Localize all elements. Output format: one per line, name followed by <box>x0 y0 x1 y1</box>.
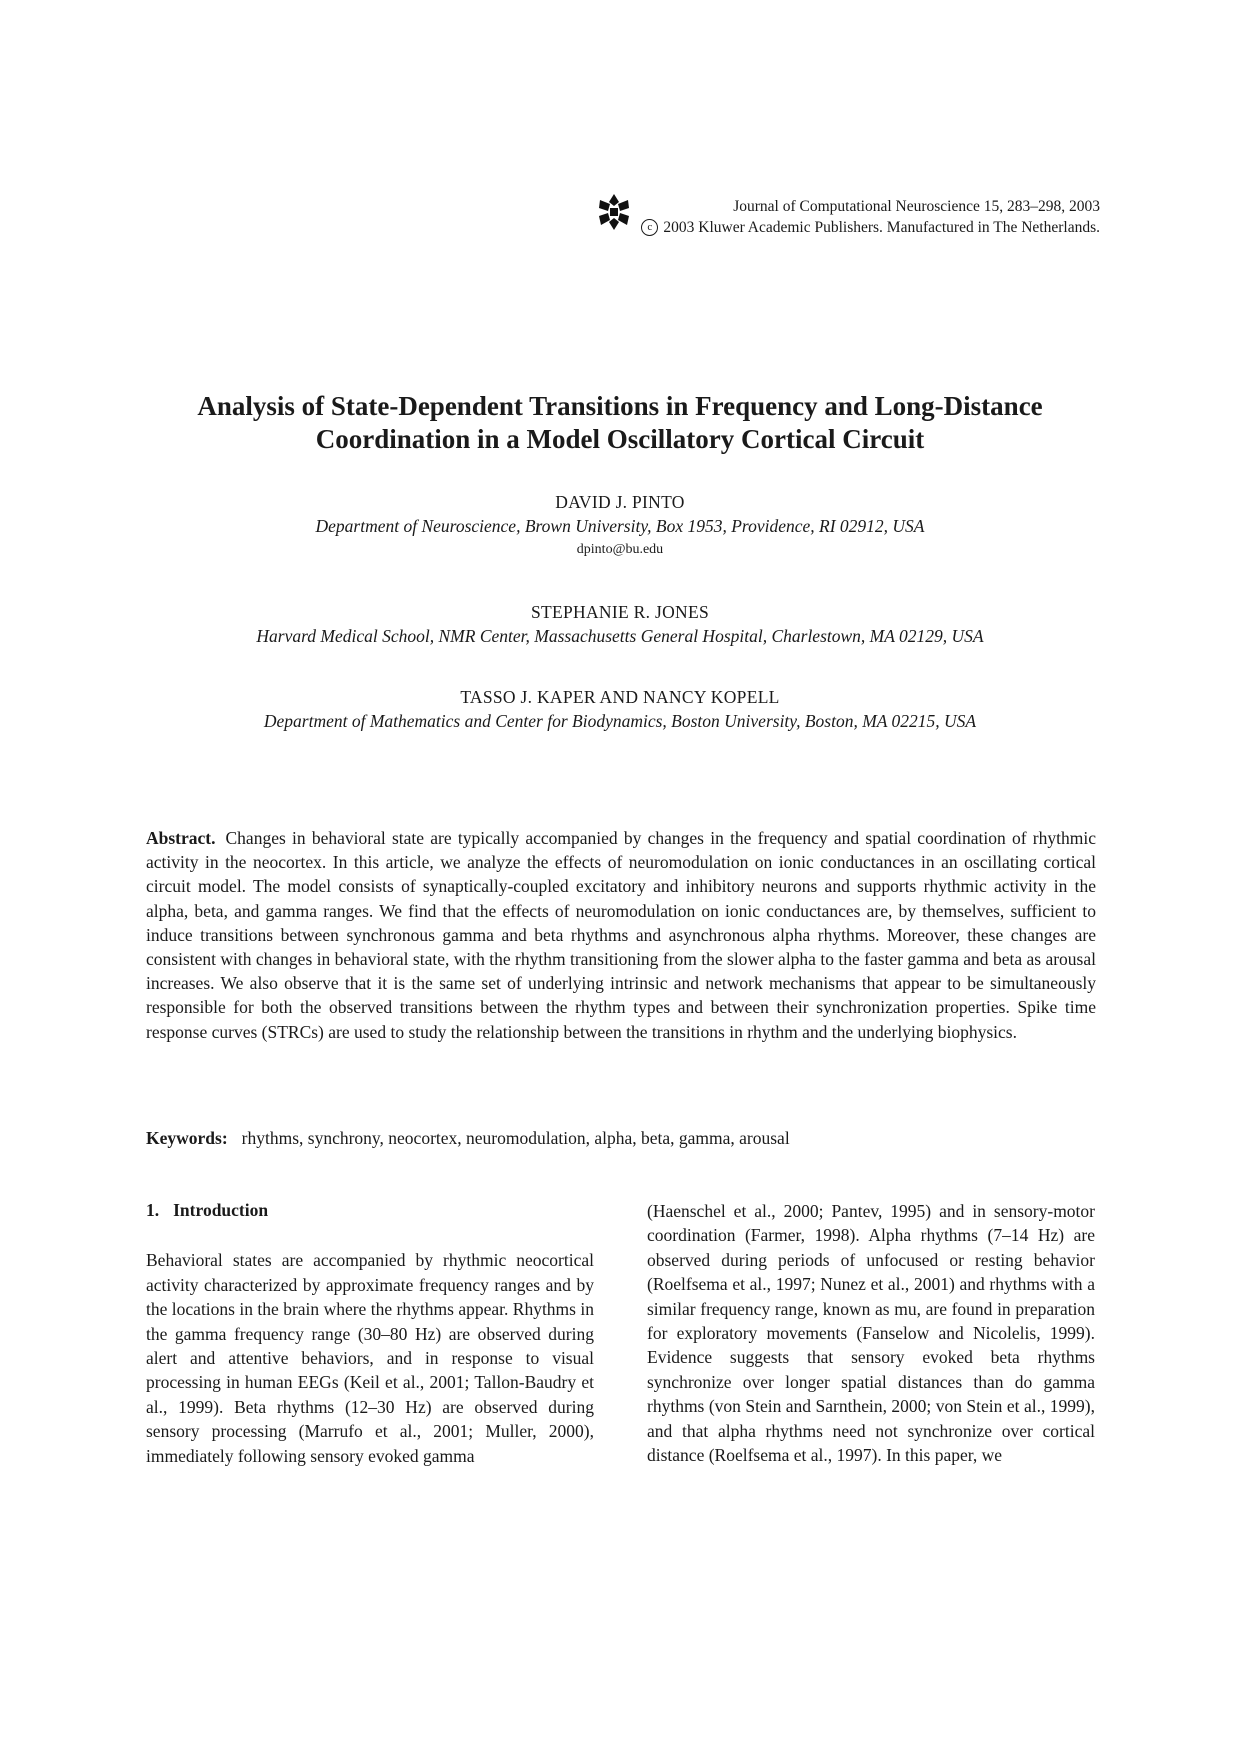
title-line-1: Analysis of State-Dependent Transitions in Frequency and Long-Distance <box>197 391 1043 421</box>
author-affiliation: Department of Neuroscience, Brown University, Box 1953, Providence, RI 02912, USA <box>315 516 925 536</box>
author-affiliation: Harvard Medical School, NMR Center, Massachusetts General Hospital, Charlestown, MA 02129, USA <box>256 626 984 646</box>
abstract <box>146 826 1096 1044</box>
author-name: TASSO J. KAPER AND NANCY KOPELL <box>460 687 780 707</box>
section-heading <box>146 1198 594 1222</box>
copyright-line <box>641 217 1100 238</box>
abstract-text: Changes in behavioral state are typically accompanied by changes in the frequency and spatial coordination of rhythmic activity in the neocortex. In this article, we analyze the effects of neuromodulation on ionic conductances in an oscillating cortical circuit model. The model consists of synaptically-coupled excitatory and inhibitory neurons and supports rhythmic activity in the alpha, beta, and gamma ranges. We find that the effects of neuromodulation on ionic conductances are, by themselves, sufficient to induce transitions between synchronous gamma and beta rhythms and asynchronous alpha rhythms. Moreover, these changes are consistent with changes in behavioral state, with the rhythm transitioning from the slower alpha to the faster gamma and beta as arousal increases. We also observe that it is the same set of underlying intrinsic and network mechanisms that appear to be simultaneously responsible for both the observed transitions between the rhythm types and between their synchronization properties. Spike time response curves (STRCs) are used to study the relationship between the transitions in rhythm and the underlying biophysics. <box>146 828 1096 1042</box>
body-paragraph: Behavioral states are accompanied by rhythmic neocortical activity characterized by approximate frequency ranges and by the locations in the brain where the rhythms appear. Rhythms in the gamma frequency range (30–80 Hz) are observed during alert and attentive behaviors, and in response to visual processing in human EEGs (Keil et al., 2001; Tallon-Baudry et al., 1999). Beta rhythms (12–30 Hz) are observed during sensory processing (Marrufo et al., 2001; Muller, 2000), immediately following sensory evoked gamma <box>146 1250 594 1466</box>
author-email[interactable]: dpinto@bu.edu <box>576 542 664 557</box>
publisher-notice: 2003 Kluwer Academic Publishers. Manufactured in The Netherlands. <box>663 219 1100 236</box>
journal-header <box>597 196 1100 238</box>
abstract-label: Abstract. <box>146 828 216 848</box>
paper-title <box>140 390 1100 456</box>
keywords-label: Keywords: <box>146 1128 228 1148</box>
section-title: Introduction <box>173 1200 269 1220</box>
body-column-left <box>146 1198 594 1468</box>
body-paragraph: (Haenschel et al., 2000; Pantev, 1995) and in sensory-motor coordination (Farmer, 1998). Alpha rhythms (7–14 Hz) are observed during periods of unfocused or resting behavior (Roelfsema et al., 1997; Nunez et al., 2001) and rhythms with a similar frequency range, known as mu, are found in preparation for exploratory movements (Fanselow and Nicolelis, 1999). Evidence suggests that sensory evoked beta rhythms synchronize over longer spatial distances than do gamma rhythms (von Stein and Sarnthein, 2000; von Stein et al., 1999), and that alpha rhythms need not synchronize over cortical distance (Roelfsema et al., 1997). In this paper, we <box>647 1201 1095 1466</box>
author-block-1 <box>140 490 1100 561</box>
body-column-right <box>647 1199 1095 1467</box>
keywords <box>146 1126 1096 1150</box>
section-number: 1. <box>146 1200 160 1220</box>
author-block-2 <box>140 600 1100 649</box>
keywords-text: rhythms, synchrony, neocortex, neuromodulation, alpha, beta, gamma, arousal <box>241 1128 790 1148</box>
journal-citation: Journal of Computational Neuroscience 15, 283–298, 2003 <box>733 198 1100 215</box>
author-name: STEPHANIE R. JONES <box>531 602 709 622</box>
kluwer-logo-icon <box>597 192 631 232</box>
title-line-2: Coordination in a Model Oscillatory Cortical Circuit <box>315 424 925 454</box>
author-name: DAVID J. PINTO <box>555 492 685 512</box>
author-block-3 <box>140 685 1100 734</box>
copyright-icon: c <box>641 219 658 236</box>
author-affiliation: Department of Mathematics and Center for Biodynamics, Boston University, Boston, MA 02215, USA <box>263 711 977 731</box>
